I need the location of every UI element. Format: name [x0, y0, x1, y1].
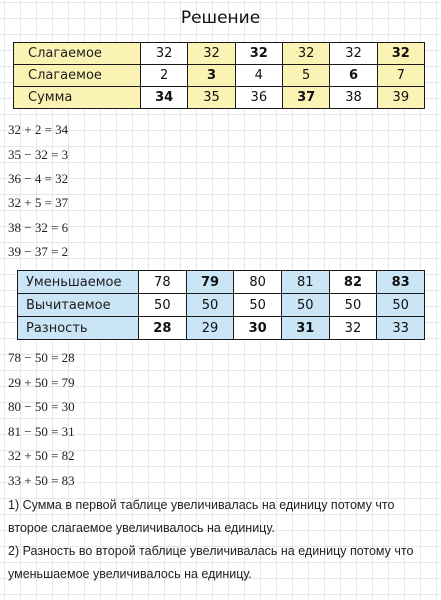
table-cell: 32 [377, 43, 424, 65]
equation-line: 29 + 50 = 79 [8, 375, 75, 390]
table-cell: 32 [188, 43, 235, 65]
table-cell: 50 [139, 294, 187, 317]
page-title: Решение [180, 8, 261, 28]
table-cell: 3 [188, 65, 235, 87]
equation-line: 32 + 2 = 34 [8, 122, 69, 137]
table-cell: 82 [329, 271, 377, 294]
table-cell: 2 [141, 65, 188, 87]
table-cell: 32 [329, 317, 377, 340]
table-cell: 50 [281, 294, 329, 317]
table-cell: 39 [377, 87, 424, 109]
table-cell: 37 [282, 87, 329, 109]
table-cell: 29 [186, 317, 234, 340]
subtraction-table [17, 270, 425, 340]
row-label: Вычитаемое [18, 294, 139, 317]
table-cell: 35 [188, 87, 235, 109]
table-cell: 4 [235, 65, 282, 87]
equation-line: 33 + 50 = 83 [8, 473, 75, 488]
table-cell: 81 [281, 271, 329, 294]
table-cell: 33 [377, 317, 425, 340]
table-cell: 50 [234, 294, 282, 317]
table-cell: 32 [282, 43, 329, 65]
row-label: Уменьшаемое [18, 271, 139, 294]
table-cell: 38 [330, 87, 377, 109]
equation-line: 78 − 50 = 28 [8, 350, 75, 365]
table-cell: 50 [329, 294, 377, 317]
row-label: Слагаемое [14, 65, 141, 87]
table-row [18, 294, 425, 317]
table-cell: 28 [139, 317, 187, 340]
table-cell: 7 [377, 65, 424, 87]
table-cell: 32 [235, 43, 282, 65]
table-cell: 79 [186, 271, 234, 294]
equation-line: 81 − 50 = 31 [8, 424, 75, 439]
table-cell: 32 [141, 43, 188, 65]
equation-line: 39 − 37 = 2 [8, 244, 69, 259]
equation-line: 35 − 32 = 3 [8, 147, 69, 162]
table-cell: 5 [282, 65, 329, 87]
explanation-1: 1) Сумма в первой таблице увеличивалась на единицу потому что второе слагаемое увеличивалось на единицу. [8, 498, 395, 535]
table-cell: 83 [377, 271, 425, 294]
table-cell: 80 [234, 271, 282, 294]
equation-line: 80 − 50 = 30 [8, 399, 75, 414]
equation-line: 32 + 50 = 82 [8, 448, 75, 463]
equation-line: 38 − 32 = 6 [8, 220, 69, 235]
table-cell: 78 [139, 271, 187, 294]
table-cell: 50 [186, 294, 234, 317]
addition-table [13, 42, 425, 109]
table-row [14, 87, 425, 109]
table-cell: 36 [235, 87, 282, 109]
equation-line: 36 − 4 = 32 [8, 171, 69, 186]
table-cell: 6 [330, 65, 377, 87]
table-row [18, 317, 425, 340]
row-label: Слагаемое [14, 43, 141, 65]
row-label: Сумма [14, 87, 141, 109]
equation-line: 32 + 5 = 37 [8, 195, 69, 210]
table-row [18, 271, 425, 294]
table-cell: 34 [141, 87, 188, 109]
explanation-2: 2) Разность во второй таблице увеличивалась на единицу потому что уменьшаемое увеличивалось на единицу. [8, 544, 414, 581]
table-row [14, 43, 425, 65]
table-cell: 32 [330, 43, 377, 65]
table-cell: 31 [281, 317, 329, 340]
row-label: Разность [18, 317, 139, 340]
table-row [14, 65, 425, 87]
table-cell: 30 [234, 317, 282, 340]
table-cell: 50 [377, 294, 425, 317]
